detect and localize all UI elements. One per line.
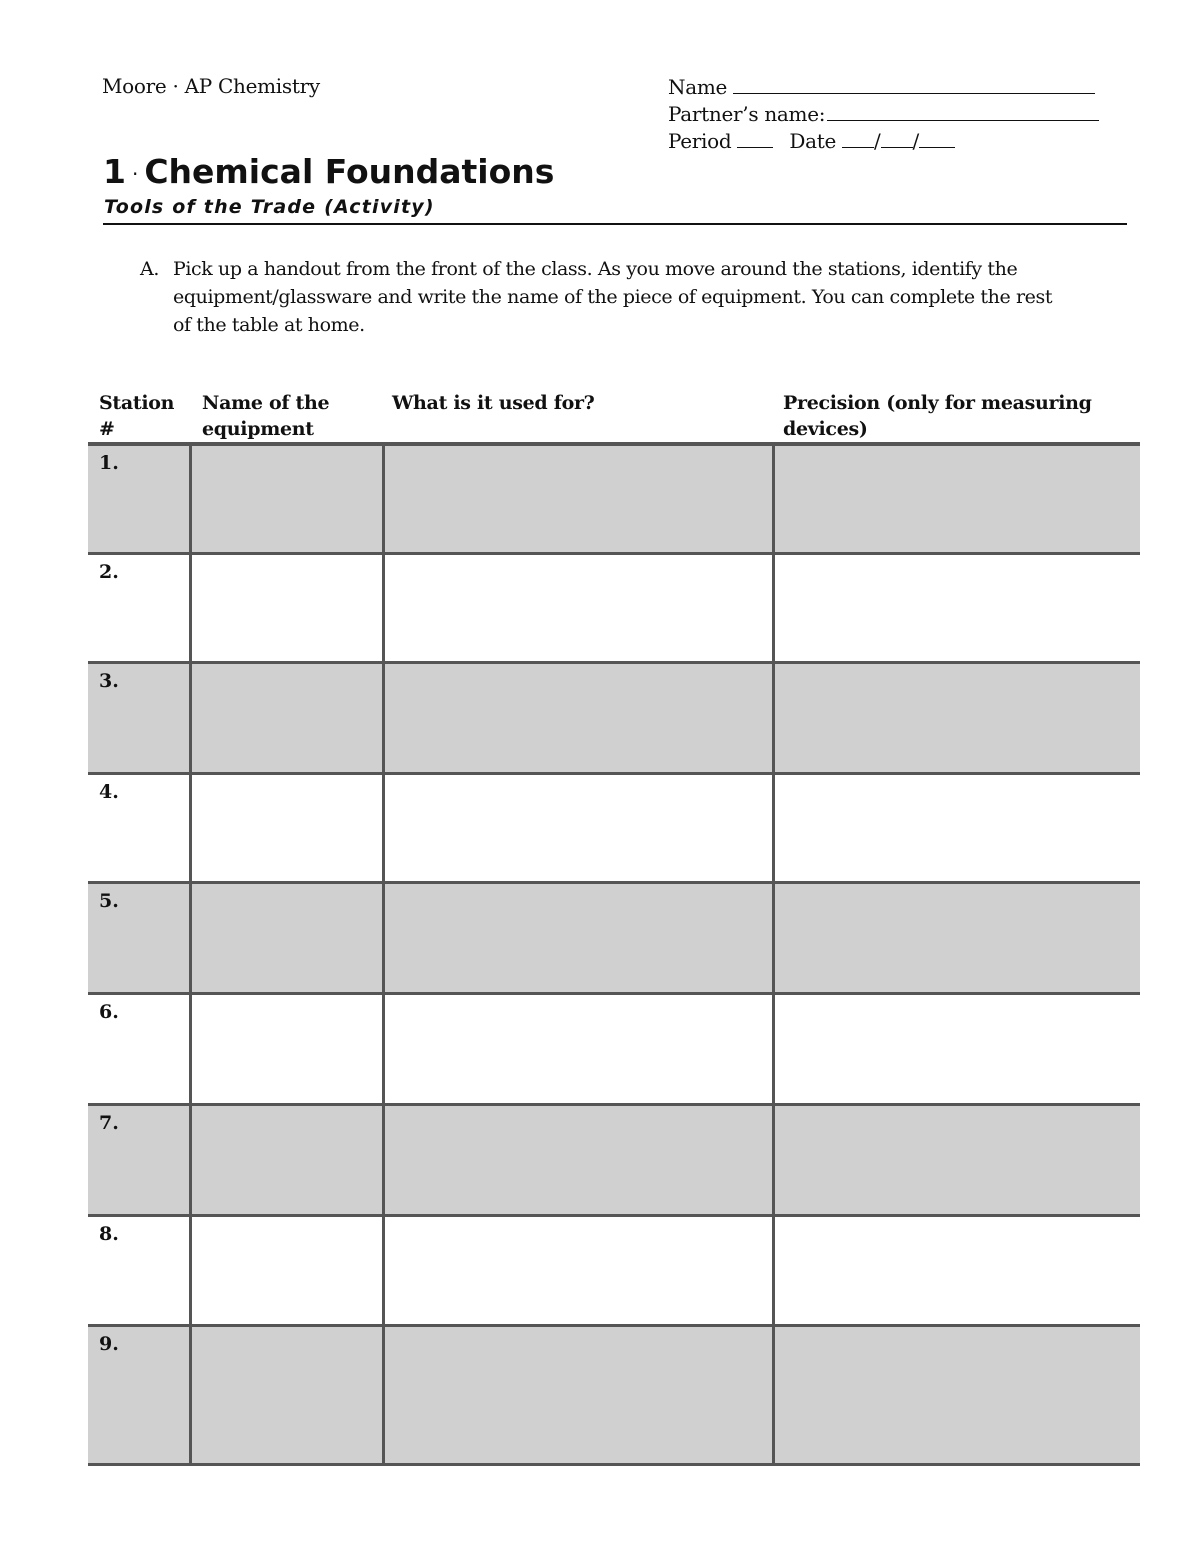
used-for-cell[interactable]	[385, 446, 772, 552]
name-line	[668, 74, 1099, 101]
table-row	[88, 1327, 1140, 1466]
column-divider	[382, 446, 385, 552]
equipment-name-cell[interactable]	[192, 664, 382, 772]
column-divider	[772, 995, 775, 1103]
station-number: 8.	[99, 1223, 119, 1245]
partner-field[interactable]	[827, 103, 1099, 121]
equipment-name-cell[interactable]	[192, 884, 382, 992]
chapter-number: 1	[103, 152, 126, 191]
instruction-letter: A.	[140, 258, 159, 280]
page-subtitle: Tools of the Trade (Activity)	[104, 196, 435, 218]
date-month-field[interactable]	[842, 130, 874, 148]
date-year-field[interactable]	[919, 130, 955, 148]
column-divider	[189, 775, 192, 881]
column-divider	[772, 1106, 775, 1214]
column-divider	[189, 1327, 192, 1463]
used-for-cell[interactable]	[385, 1217, 772, 1324]
column-divider	[772, 446, 775, 552]
column-divider	[382, 995, 385, 1103]
column-divider	[189, 995, 192, 1103]
equipment-table	[88, 390, 1140, 1466]
precision-cell[interactable]	[775, 446, 1140, 552]
equipment-name-cell[interactable]	[192, 555, 382, 661]
column-divider	[772, 775, 775, 881]
page-title	[103, 152, 554, 191]
date-separator: /	[874, 129, 881, 153]
column-divider	[382, 884, 385, 992]
used-for-cell[interactable]	[385, 775, 772, 881]
equipment-name-cell[interactable]	[192, 995, 382, 1103]
equipment-name-cell[interactable]	[192, 446, 382, 552]
precision-cell[interactable]	[775, 1217, 1140, 1324]
precision-cell[interactable]	[775, 1327, 1140, 1463]
table-header	[88, 390, 1140, 442]
table-row	[88, 664, 1140, 775]
column-divider	[189, 884, 192, 992]
title-divider	[103, 223, 1127, 225]
column-divider	[189, 446, 192, 552]
header-station: Station #	[99, 392, 175, 440]
name-label: Name	[668, 75, 728, 99]
column-divider	[382, 1217, 385, 1324]
period-label: Period	[668, 129, 732, 153]
column-divider	[382, 1106, 385, 1214]
course-label: Moore · AP Chemistry	[102, 74, 320, 98]
station-number: 4.	[99, 781, 119, 803]
partner-label: Partner’s name:	[668, 102, 826, 126]
column-divider	[772, 1327, 775, 1463]
student-info	[668, 74, 1099, 155]
table-row	[88, 995, 1140, 1106]
instruction-text: Pick up a handout from the front of the class. As you move around the stations, identify the equipment/glassware and write the name of the piece of equipment. You can complete the rest of the table at home.	[173, 258, 1053, 336]
column-divider	[772, 1217, 775, 1324]
name-field[interactable]	[733, 76, 1095, 94]
column-divider	[189, 555, 192, 661]
partner-line	[668, 101, 1099, 128]
column-divider	[772, 664, 775, 772]
column-divider	[382, 555, 385, 661]
used-for-cell[interactable]	[385, 995, 772, 1103]
station-number: 9.	[99, 1333, 119, 1355]
instruction-item	[140, 255, 1070, 339]
precision-cell[interactable]	[775, 884, 1140, 992]
date-separator: /	[912, 129, 919, 153]
column-divider	[189, 1106, 192, 1214]
table-body	[88, 446, 1140, 1466]
precision-cell[interactable]	[775, 664, 1140, 772]
used-for-cell[interactable]	[385, 884, 772, 992]
table-row	[88, 775, 1140, 884]
chapter-title: Chemical Foundations	[144, 152, 555, 191]
date-label: Date	[789, 129, 837, 153]
header-used-for: What is it used for?	[392, 392, 595, 414]
equipment-name-cell[interactable]	[192, 775, 382, 881]
column-divider	[189, 664, 192, 772]
period-field[interactable]	[737, 130, 773, 148]
table-row	[88, 884, 1140, 995]
header-precision: Precision (only for measuring devices)	[783, 392, 1092, 440]
precision-cell[interactable]	[775, 555, 1140, 661]
period-date-line	[668, 128, 1099, 155]
station-number: 2.	[99, 561, 119, 583]
column-divider	[382, 664, 385, 772]
station-number: 1.	[99, 452, 119, 474]
column-divider	[189, 1217, 192, 1324]
column-divider	[772, 884, 775, 992]
header-equipment-name: Name of the equipment	[202, 392, 330, 440]
precision-cell[interactable]	[775, 1106, 1140, 1214]
equipment-name-cell[interactable]	[192, 1217, 382, 1324]
precision-cell[interactable]	[775, 995, 1140, 1103]
equipment-name-cell[interactable]	[192, 1327, 382, 1463]
title-separator: ·	[131, 161, 139, 186]
station-number: 5.	[99, 890, 119, 912]
station-number: 7.	[99, 1112, 119, 1134]
table-row	[88, 446, 1140, 555]
precision-cell[interactable]	[775, 775, 1140, 881]
column-divider	[772, 555, 775, 661]
station-number: 3.	[99, 670, 119, 692]
table-row	[88, 1217, 1140, 1327]
date-day-field[interactable]	[881, 130, 913, 148]
table-row	[88, 555, 1140, 664]
used-for-cell[interactable]	[385, 555, 772, 661]
equipment-name-cell[interactable]	[192, 1106, 382, 1214]
station-number: 6.	[99, 1001, 119, 1023]
used-for-cell[interactable]	[385, 1106, 772, 1214]
column-divider	[382, 1327, 385, 1463]
used-for-cell[interactable]	[385, 664, 772, 772]
used-for-cell[interactable]	[385, 1327, 772, 1463]
table-row	[88, 1106, 1140, 1217]
column-divider	[382, 775, 385, 881]
